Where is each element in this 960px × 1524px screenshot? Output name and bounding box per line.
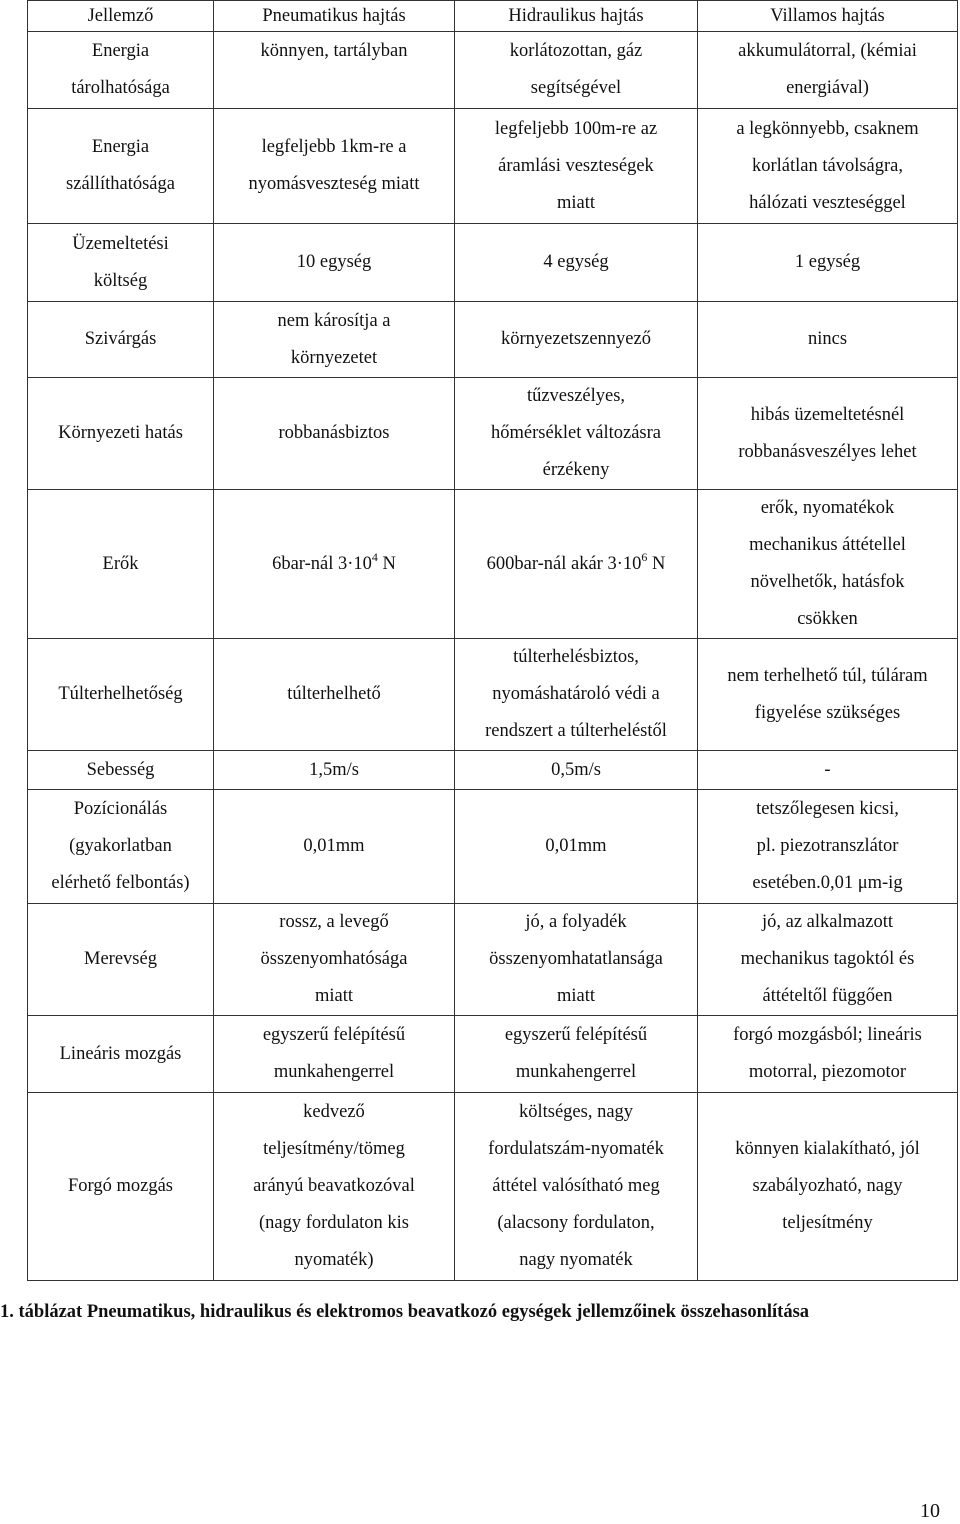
- cell-electric: nem terhelhető túl, túláram figyelése szükséges: [698, 639, 958, 751]
- cell-hydraulic: korlátozottan, gáz segítségével: [455, 32, 698, 109]
- header-cell: Pneumatikus hajtás: [214, 1, 455, 32]
- cell-electric: forgó mozgásból; lineáris motorral, piezomotor: [698, 1016, 958, 1093]
- cell-hydraulic: 0,5m/s: [455, 751, 698, 790]
- cell-pneumatic: nem károsítja a környezetet: [214, 302, 455, 378]
- cell-pneumatic: robbanásbiztos: [214, 378, 455, 490]
- row-label: Forgó mozgás: [28, 1093, 214, 1281]
- table-header-row: [28, 1, 958, 32]
- cell-electric: 1 egység: [698, 224, 958, 302]
- table-row: [28, 751, 958, 790]
- cell-hydraulic: 4 egység: [455, 224, 698, 302]
- cell-pneumatic: 10 egység: [214, 224, 455, 302]
- row-label: Túlterhelhetőség: [28, 639, 214, 751]
- row-label: Üzemeltetési költség: [28, 224, 214, 302]
- force-value-hydraulic: 600bar-nál akár 3·10: [486, 553, 642, 574]
- cell-pneumatic: [214, 490, 455, 639]
- cell-electric: könnyen kialakítható, jól szabályozható, nagy teljesítmény: [698, 1093, 958, 1281]
- table-row: [28, 490, 958, 639]
- cell-hydraulic: tűzveszélyes, hőmérséklet változásra érzékeny: [455, 378, 698, 490]
- force-unit-hydraulic: N: [647, 553, 666, 574]
- row-label: Energia tárolhatósága: [28, 32, 214, 109]
- table-row: [28, 109, 958, 224]
- table-row: [28, 1016, 958, 1093]
- row-label: Erők: [28, 490, 214, 639]
- cell-electric: tetszőlegesen kicsi, pl. piezotranszlátor esetében.0,01 μm-ig: [698, 790, 958, 904]
- table-row: [28, 790, 958, 904]
- cell-electric: jó, az alkalmazott mechanikus tagoktól és áttételtől függően: [698, 904, 958, 1016]
- row-label: Szivárgás: [28, 302, 214, 378]
- cell-pneumatic: egyszerű felépítésű munkahengerrel: [214, 1016, 455, 1093]
- force-value-pneumatic: 6bar-nál 3·10: [272, 553, 372, 574]
- cell-hydraulic: jó, a folyadék összenyomhatatlansága miatt: [455, 904, 698, 1016]
- cell-hydraulic: 0,01mm: [455, 790, 698, 904]
- cell-pneumatic: 0,01mm: [214, 790, 455, 904]
- comparison-table: [27, 0, 958, 1281]
- table-row: [28, 224, 958, 302]
- table-row: [28, 639, 958, 751]
- table-row: [28, 1093, 958, 1281]
- cell-hydraulic: legfeljebb 100m-re az áramlási veszteségek miatt: [455, 109, 698, 224]
- row-label: Pozícionálás (gyakorlatban elérhető felbontás): [28, 790, 214, 904]
- cell-hydraulic: túlterhelésbiztos, nyomáshatároló védi a rendszert a túlterheléstől: [455, 639, 698, 751]
- cell-hydraulic: környezetszennyező: [455, 302, 698, 378]
- cell-electric: erők, nyomatékok mechanikus áttétellel növelhetők, hatásfok csökken: [698, 490, 958, 639]
- header-cell: Villamos hajtás: [698, 1, 958, 32]
- row-label: Merevség: [28, 904, 214, 1016]
- header-cell: Hidraulikus hajtás: [455, 1, 698, 32]
- cell-electric: nincs: [698, 302, 958, 378]
- force-unit-pneumatic: N: [377, 553, 396, 574]
- cell-electric: a legkönnyebb, csaknem korlátlan távolságra, hálózati veszteséggel: [698, 109, 958, 224]
- row-label: Környezeti hatás: [28, 378, 214, 490]
- cell-pneumatic: rossz, a levegő összenyomhatósága miatt: [214, 904, 455, 1016]
- table-row: [28, 904, 958, 1016]
- cell-pneumatic: túlterhelhető: [214, 639, 455, 751]
- table-row: [28, 32, 958, 109]
- table-row: [28, 378, 958, 490]
- force-exponent-pneumatic: 4: [371, 549, 378, 564]
- cell-electric: hibás üzemeltetésnél robbanásveszélyes lehet: [698, 378, 958, 490]
- cell-electric: -: [698, 751, 958, 790]
- row-label: Lineáris mozgás: [28, 1016, 214, 1093]
- table-row: [28, 302, 958, 378]
- cell-pneumatic: legfeljebb 1km-re a nyomásveszteség miatt: [214, 109, 455, 224]
- cell-pneumatic: kedvező teljesítmény/tömeg arányú beavatkozóval (nagy fordulaton kis nyomaték): [214, 1093, 455, 1281]
- cell-hydraulic: költséges, nagy fordulatszám-nyomaték áttétel valósítható meg (alacsony fordulaton, nagy nyomaték: [455, 1093, 698, 1281]
- row-label: Energia szállíthatósága: [28, 109, 214, 224]
- row-label: Sebesség: [28, 751, 214, 790]
- cell-pneumatic: 1,5m/s: [214, 751, 455, 790]
- cell-hydraulic: [455, 490, 698, 639]
- cell-pneumatic: könnyen, tartályban: [214, 32, 455, 109]
- force-exponent-hydraulic: 6: [641, 549, 648, 564]
- page-number: 10: [920, 1500, 940, 1522]
- table-caption: 1. táblázat Pneumatikus, hidraulikus és elektromos beavatkozó egységek jellemzőinek összehasonlítása: [0, 1302, 810, 1322]
- header-cell: Jellemző: [28, 1, 214, 32]
- cell-electric: akkumulátorral, (kémiai energiával): [698, 32, 958, 109]
- cell-hydraulic: egyszerű felépítésű munkahengerrel: [455, 1016, 698, 1093]
